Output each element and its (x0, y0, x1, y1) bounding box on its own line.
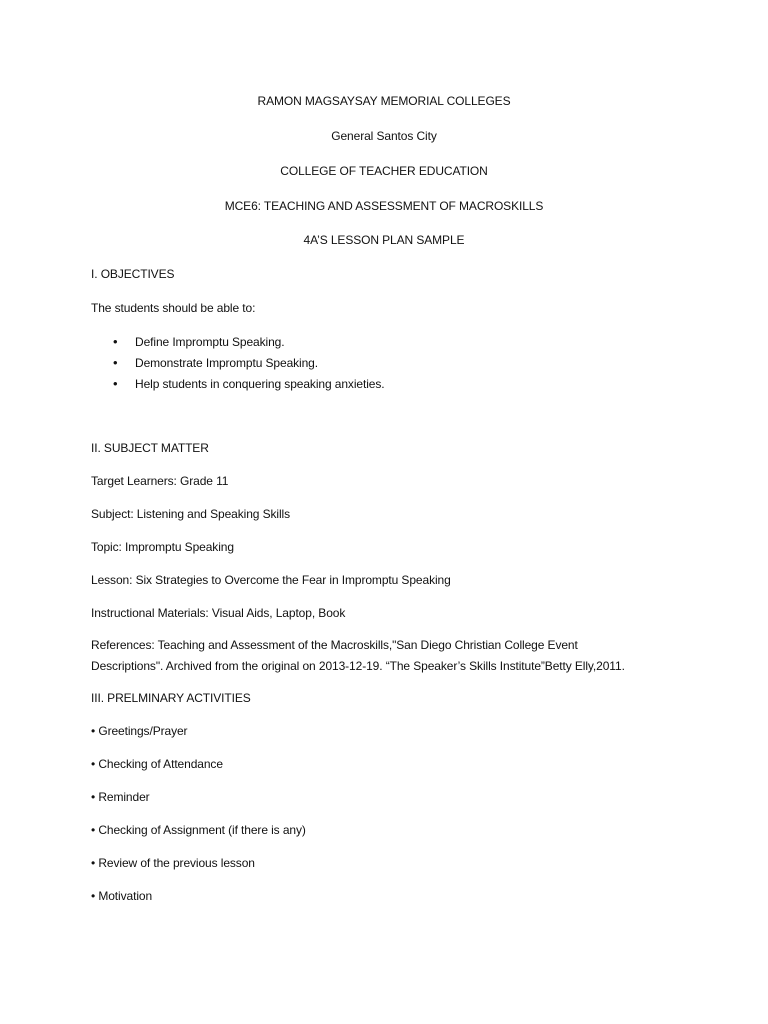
college-name: COLLEGE OF TEACHER EDUCATION (280, 164, 488, 178)
city-name: General Santos City (331, 129, 437, 143)
objectives-heading: I. OBJECTIVES (91, 267, 175, 281)
subject-line: Subject: Listening and Speaking Skills (91, 507, 290, 521)
objectives-intro: The students should be able to: (91, 301, 256, 315)
objective-text: Demonstrate Impromptu Speaking. (135, 356, 318, 370)
objective-item (113, 334, 284, 349)
preliminary-item: • Checking of Assignment (if there is any) (91, 823, 306, 837)
preliminary-item: • Reminder (91, 790, 150, 804)
institution-name: RAMON MAGSAYSAY MEMORIAL COLLEGES (257, 94, 511, 108)
references-line-2: Descriptions". Archived from the original on 2013-12-19. “The Speaker’s Skills Institute”Betty Elly,2011. (91, 659, 625, 673)
materials-line: Instructional Materials: Visual Aids, Laptop, Book (91, 606, 346, 620)
preliminary-item: • Greetings/Prayer (91, 724, 188, 738)
preliminary-item: • Checking of Attendance (91, 757, 223, 771)
objective-text: Define Impromptu Speaking. (135, 335, 285, 349)
bullet-icon: • (113, 334, 118, 349)
document-title: 4A’S LESSON PLAN SAMPLE (303, 233, 465, 247)
subject-matter-heading: II. SUBJECT MATTER (91, 441, 209, 455)
bullet-icon: • (113, 376, 118, 391)
references-line-1: References: Teaching and Assessment of the Macroskills,"San Diego Christian College Event (91, 638, 578, 652)
lesson-line: Lesson: Six Strategies to Overcome the Fear in Impromptu Speaking (91, 573, 451, 587)
preliminary-item: • Review of the previous lesson (91, 856, 255, 870)
preliminary-heading: III. PRELMINARY ACTIVITIES (91, 691, 251, 705)
objective-item (113, 376, 384, 391)
objective-item (113, 355, 318, 370)
preliminary-item: • Motivation (91, 889, 153, 903)
course-title: MCE6: TEACHING AND ASSESSMENT OF MACROSKILLS (224, 199, 544, 213)
objective-text: Help students in conquering speaking anxieties. (135, 377, 385, 391)
target-learners: Target Learners: Grade 11 (91, 474, 229, 488)
bullet-icon: • (113, 355, 118, 370)
topic-line: Topic: Impromptu Speaking (91, 540, 234, 554)
